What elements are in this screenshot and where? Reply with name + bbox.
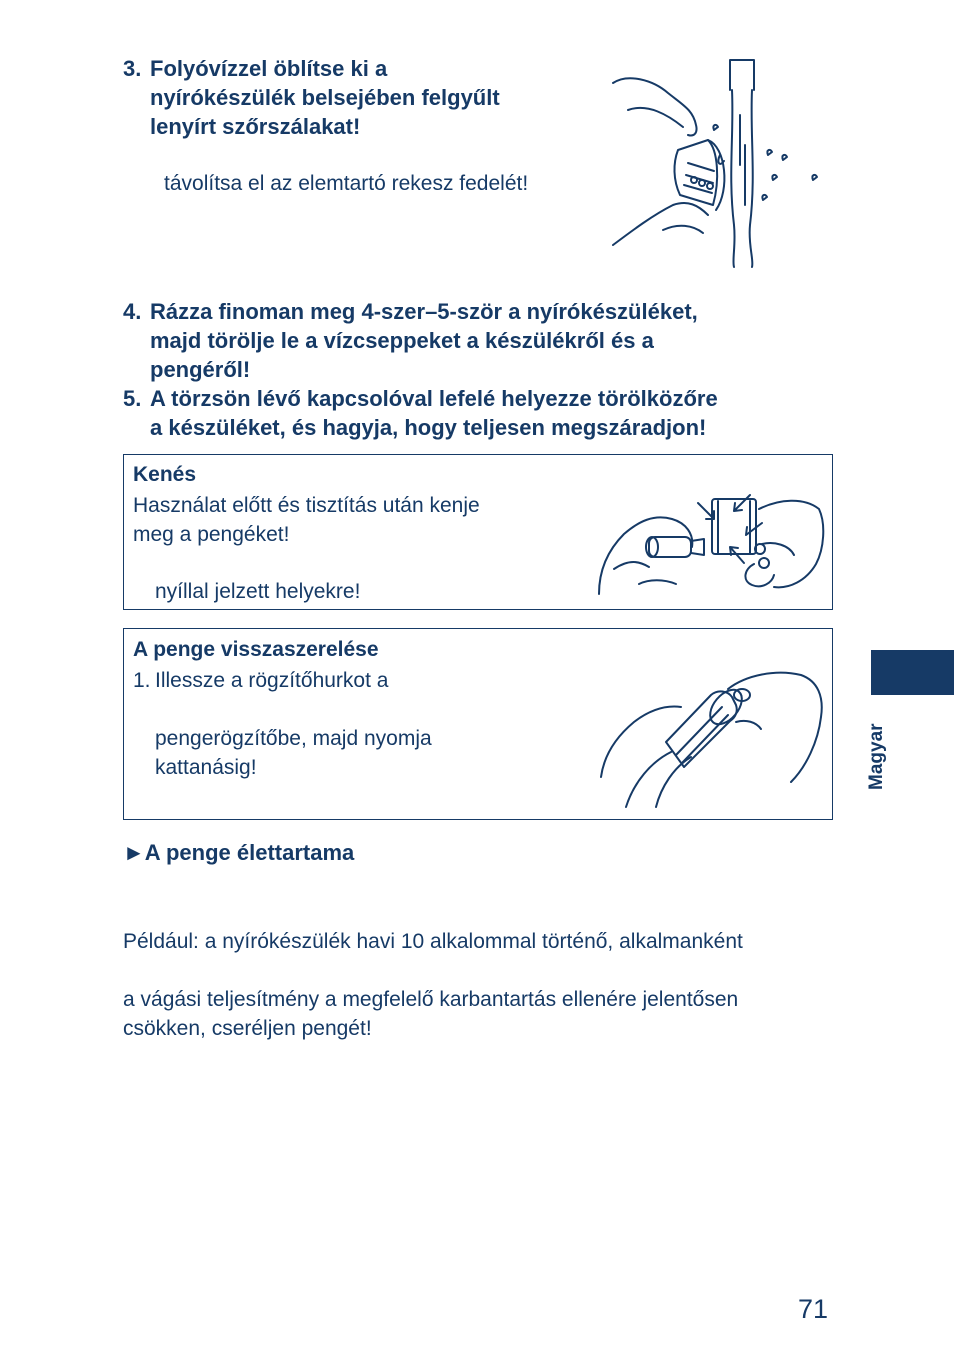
blade-life-paragraph-1: Például: a nyírókészülék havi 10 alkalommal történő, alkalmanként bbox=[123, 930, 743, 953]
step-4-line-1: Rázza finoman meg 4-szer–5-ször a nyírókészüléket, bbox=[150, 299, 698, 324]
rinse-illustration-icon bbox=[608, 55, 830, 270]
blade-insert-illustration-icon bbox=[596, 667, 826, 812]
step-3-note: távolítsa el az elemtartó rekesz fedelét! bbox=[164, 172, 529, 195]
lubricate-illustration-icon bbox=[594, 489, 826, 601]
reassembly-line-1: pengerögzítőbe, majd nyomja bbox=[155, 727, 432, 750]
step-5-number: 5. bbox=[123, 386, 142, 411]
language-label: Magyar bbox=[866, 723, 887, 790]
lubrication-line-1: Használat előtt és tisztítás után kenje bbox=[133, 494, 480, 517]
lubrication-line-2: meg a pengéket! bbox=[133, 523, 290, 546]
reassembly-title: A penge visszaszerelése bbox=[133, 638, 379, 661]
blade-life-heading bbox=[123, 840, 354, 866]
step-4-number: 4. bbox=[123, 299, 142, 324]
step-3-line-2: nyírókészülék belsejében felgyűlt bbox=[150, 85, 500, 110]
blade-life-paragraph-2-line-1: a vágási teljesítmény a megfelelő karbantartás ellenére jelentősen bbox=[123, 988, 739, 1011]
blade-life-paragraph-2-line-2: csökken, cseréljen pengét! bbox=[123, 1017, 372, 1040]
triangle-marker-icon: ► bbox=[123, 840, 145, 865]
step-4-line-3: pengéről! bbox=[150, 357, 251, 382]
step-5 bbox=[123, 384, 718, 442]
lubrication-note: nyíllal jelzett helyekre! bbox=[155, 580, 361, 603]
reassembly-box bbox=[123, 628, 833, 820]
reassembly-item-number: 1. bbox=[133, 669, 151, 692]
step-3-line-3: lenyírt szőrszálakat! bbox=[150, 114, 361, 139]
step-3-number: 3. bbox=[123, 56, 142, 81]
step-5-line-2: a készüléket, és hagyja, hogy teljesen megszáradjon! bbox=[150, 415, 707, 440]
step-4-line-2: majd törölje le a vízcseppeket a készülékről és a bbox=[150, 328, 654, 353]
step-5-line-1: A törzsön lévő kapcsolóval lefelé helyezze törölközőre bbox=[150, 386, 718, 411]
step-3 bbox=[123, 54, 500, 141]
step-4 bbox=[123, 297, 698, 384]
lubrication-box bbox=[123, 454, 833, 610]
page-number: 71 bbox=[798, 1294, 829, 1324]
language-tab bbox=[871, 650, 954, 695]
lubrication-title: Kenés bbox=[133, 463, 197, 486]
reassembly-item-text: Illessze a rögzítőhurkot a bbox=[155, 669, 389, 692]
reassembly-line-2: kattanásig! bbox=[155, 756, 257, 779]
blade-life-title: A penge élettartama bbox=[144, 840, 355, 865]
step-3-line-1: Folyóvízzel öblítse ki a bbox=[150, 56, 388, 81]
